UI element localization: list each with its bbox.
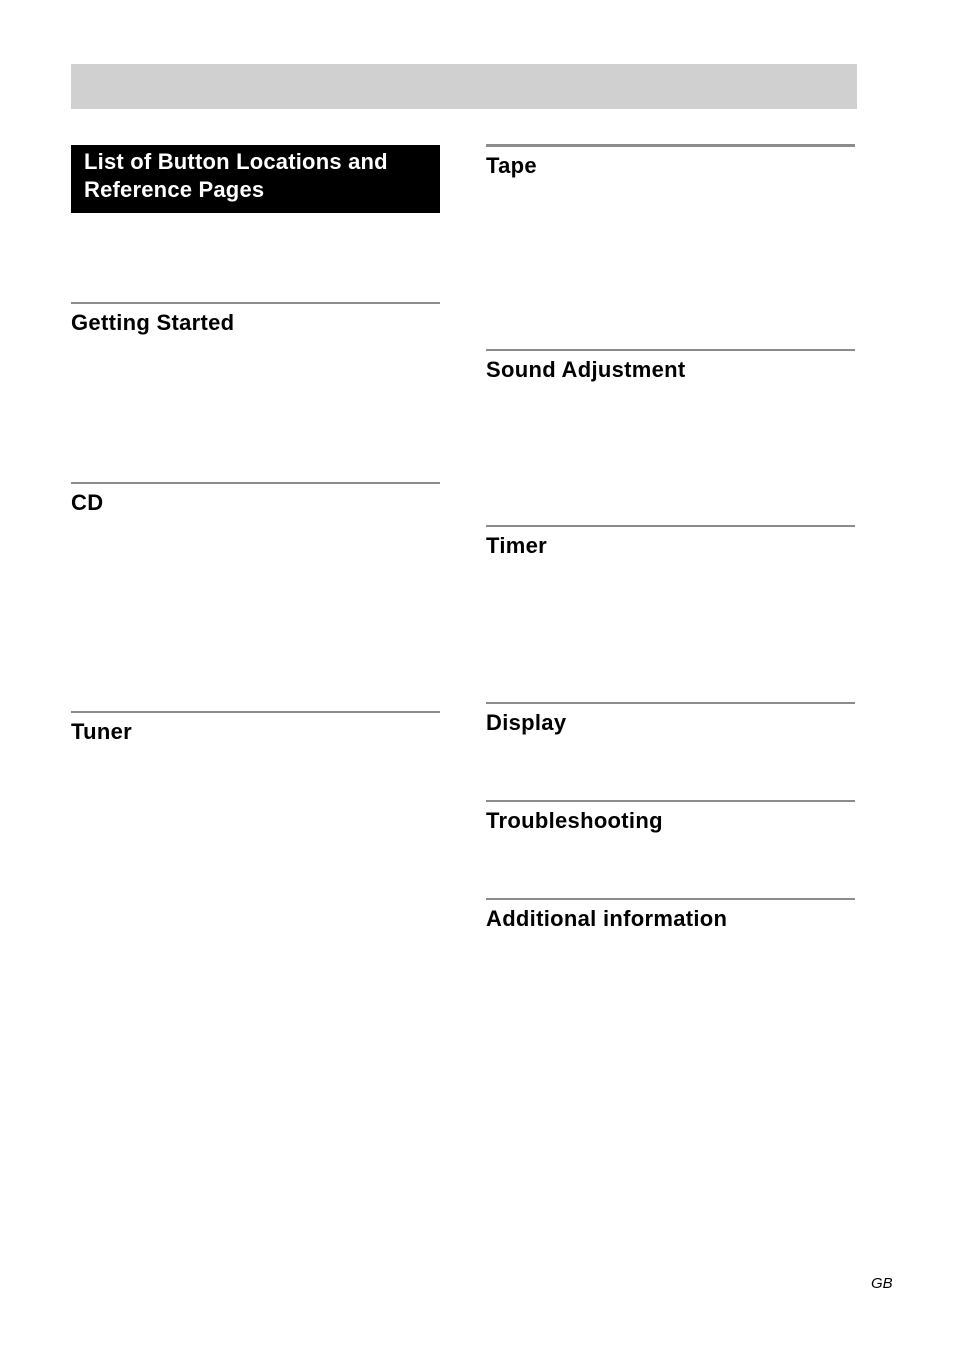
section-cd [71,482,440,517]
page-title-text: List of Button Locations and Reference Pages [84,149,388,202]
section-divider [486,702,855,704]
section-divider [486,349,855,351]
section-additional-information [486,898,855,933]
section-timer [486,525,855,560]
page-title [71,145,440,213]
section-troubleshooting [486,800,855,835]
section-heading-timer: Timer [486,533,548,558]
section-divider [71,302,440,304]
section-heading-additional-information: Additional information [486,906,728,931]
region-code: GB [871,1275,893,1292]
section-heading-sound-adjustment: Sound Adjustment [486,357,686,382]
section-divider [486,800,855,802]
section-heading-tuner: Tuner [71,719,132,744]
section-heading-cd: CD [71,490,104,515]
section-getting-started [71,302,440,337]
section-divider [486,144,855,147]
section-heading-display: Display [486,710,567,735]
section-tuner [71,711,440,746]
section-heading-tape: Tape [486,153,537,178]
section-sound-adjustment [486,349,855,384]
section-tape [486,144,855,180]
section-divider [71,711,440,713]
section-divider [486,525,855,527]
section-heading-troubleshooting: Troubleshooting [486,808,663,833]
section-divider [486,898,855,900]
header-bar [71,64,857,109]
section-divider [71,482,440,484]
section-display [486,702,855,737]
section-heading-getting-started: Getting Started [71,310,235,335]
